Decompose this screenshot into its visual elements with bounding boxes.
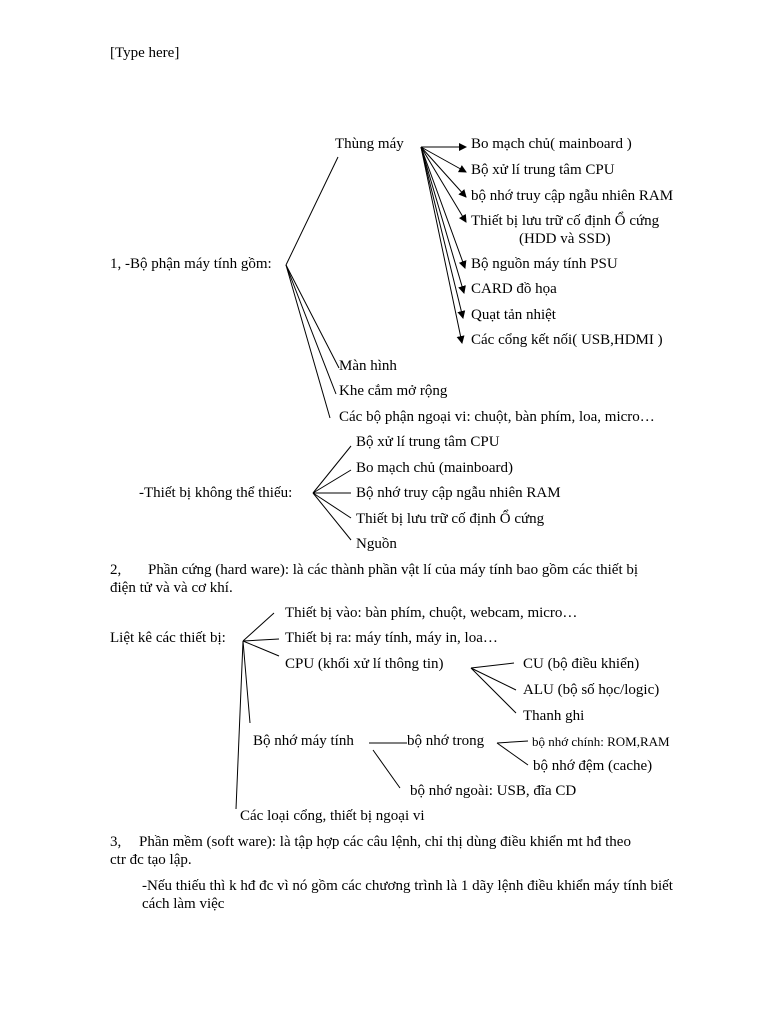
section1-title: 1, -Bộ phận máy tính gồm: bbox=[110, 256, 272, 272]
ports-label: Các loại cổng, thiết bị ngoại vi bbox=[240, 808, 425, 824]
case-item: Các cổng kết nối( USB,HDMI ) bbox=[471, 332, 663, 348]
case-item: (HDD và SSD) bbox=[519, 231, 611, 247]
memory-label: Bộ nhớ máy tính bbox=[253, 733, 354, 749]
input-devices: Thiết bị vào: bàn phím, chuột, webcam, micro… bbox=[285, 605, 578, 621]
cpu-label: CPU (khối xử lí thông tin) bbox=[285, 656, 444, 672]
section2-heading: Phần cứng (hard ware): là các thành phần vật lí của máy tính bao gồm các thiết bị bbox=[148, 562, 639, 578]
essential-label: -Thiết bị không thể thiếu: bbox=[139, 485, 293, 501]
cache-memory: bộ nhớ đệm (cache) bbox=[533, 758, 653, 774]
essential-item: Bộ nhớ truy cập ngẫu nhiên RAM bbox=[356, 485, 561, 501]
other-item: Các bộ phận ngoại vi: chuột, bàn phím, loa, micro… bbox=[339, 409, 655, 425]
output-devices: Thiết bị ra: máy tính, máy in, loa… bbox=[285, 630, 498, 646]
case-item: Quạt tản nhiệt bbox=[471, 307, 556, 323]
cpu-part: ALU (bộ số học/logic) bbox=[523, 682, 660, 698]
essential-item: Bộ xử lí trung tâm CPU bbox=[356, 434, 500, 450]
case-item: bộ nhớ truy cập ngẫu nhiên RAM bbox=[471, 188, 674, 204]
other-item: Khe cắm mở rộng bbox=[339, 383, 448, 399]
section3-heading-cont: ctr đc tạo lập. bbox=[110, 852, 192, 868]
case-item: Bo mạch chủ( mainboard ) bbox=[471, 136, 632, 152]
cpu-part: Thanh ghi bbox=[523, 708, 585, 724]
header-placeholder: [Type here] bbox=[110, 45, 180, 61]
cpu-part: CU (bộ điều khiển) bbox=[523, 656, 640, 672]
external-memory: bộ nhớ ngoài: USB, đĩa CD bbox=[410, 783, 577, 799]
section3-heading: Phần mềm (soft ware): là tập hợp các câu lệnh, chỉ thị dùng điều khiển mt hđ theo bbox=[139, 834, 631, 850]
essential-item: Bo mạch chủ (mainboard) bbox=[356, 460, 514, 476]
case-item: Bộ xử lí trung tâm CPU bbox=[471, 162, 615, 178]
main-memory: bộ nhớ chính: ROM,RAM bbox=[532, 734, 670, 749]
other-item: Màn hình bbox=[339, 358, 397, 374]
case-item: CARD đồ họa bbox=[471, 281, 557, 297]
internal-memory: bộ nhớ trong bbox=[407, 733, 485, 749]
case-label: Thùng máy bbox=[335, 136, 404, 152]
section2-number: 2, bbox=[110, 562, 122, 578]
case-item: Bộ nguồn máy tính PSU bbox=[471, 256, 618, 272]
section3-number: 3, bbox=[110, 834, 122, 850]
essential-item: Nguồn bbox=[356, 536, 397, 552]
case-item: Thiết bị lưu trữ cố định Ổ cứng bbox=[471, 213, 660, 229]
essential-item: Thiết bị lưu trữ cố định Ổ cứng bbox=[356, 511, 545, 527]
section3-note: -Nếu thiếu thì k hđ đc vì nó gồm các chương trình là 1 dãy lệnh điều khiển máy tính biết cách làm việc bbox=[142, 878, 673, 912]
section2-heading-cont: điện tử và và cơ khí. bbox=[110, 580, 233, 596]
devices-list-label: Liệt kê các thiết bị: bbox=[110, 630, 226, 646]
